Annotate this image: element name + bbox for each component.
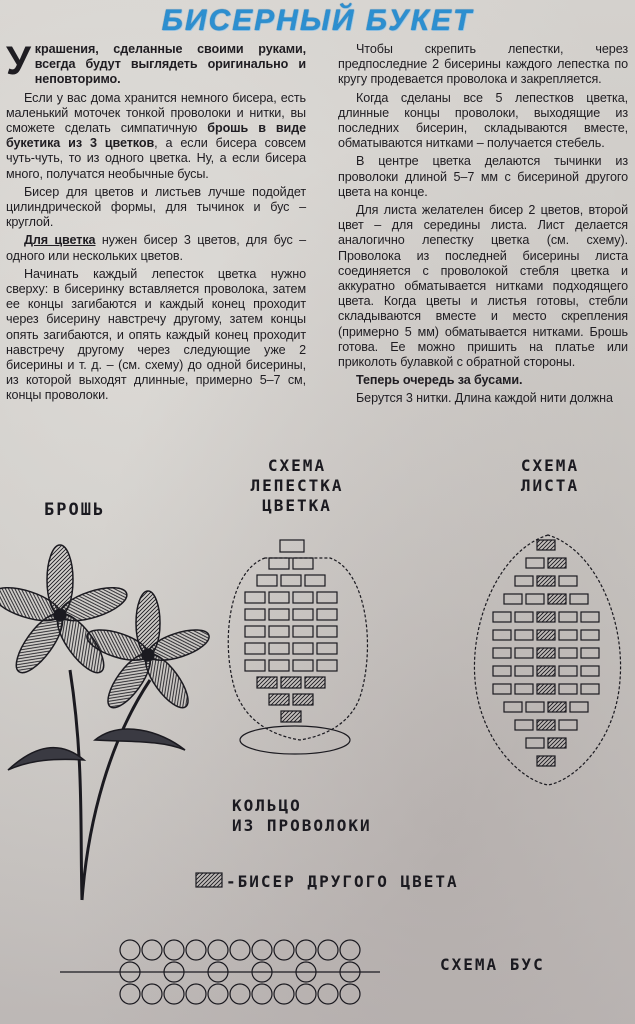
leaf-bead — [581, 648, 599, 658]
necklace-bead — [340, 984, 360, 1004]
leaf-bead — [548, 594, 566, 604]
leaf-left — [8, 748, 84, 770]
leaf-bead-rows — [493, 540, 599, 766]
leaf-bead — [559, 684, 577, 694]
leaf-bead — [537, 756, 555, 766]
flower-heading: Для цветка — [24, 233, 96, 248]
necklace-bead — [208, 940, 228, 960]
leaf-bead — [526, 702, 544, 712]
petal-bead — [245, 626, 265, 637]
leaf-scheme — [474, 535, 620, 785]
petal-bead — [257, 677, 277, 688]
necklace-bead — [186, 984, 206, 1004]
label-scheme-beads: СХЕМА БУС — [440, 955, 545, 974]
leaf-bead — [537, 648, 555, 658]
label-scheme-petal: СХЕМА ЛЕПЕСТКА ЦВЕТКА — [250, 456, 344, 515]
diagram-area — [0, 440, 635, 1024]
petal-bead — [269, 626, 289, 637]
necklace-bead — [296, 940, 316, 960]
necklace-bead — [296, 984, 316, 1004]
other-color-swatch — [196, 873, 222, 887]
intro-text-bold: брошь в виде букетика из 3 цветков — [6, 121, 306, 151]
petal-bead — [269, 694, 289, 705]
flower-text: нужен бисер 3 цветов, для бус – одного или нескольких цветов. — [6, 233, 307, 263]
leaf-bead — [493, 666, 511, 676]
petal-bead — [317, 592, 337, 603]
leaf-bead — [537, 720, 555, 730]
paragraph-threads: Берутся 3 нитки. Длина каждой нити должна — [356, 391, 613, 406]
leaf-bead — [570, 702, 588, 712]
leaf-bead — [548, 702, 566, 712]
necklace-bead — [120, 984, 140, 1004]
leaf-bead — [515, 648, 533, 658]
bead-necklace-scheme — [60, 940, 380, 1004]
petal-bead — [293, 660, 313, 671]
label-wire-ring: КОЛЬЦО ИЗ ПРОВОЛОКИ — [232, 796, 372, 835]
paragraph-intro — [6, 91, 306, 182]
necklace-bead — [318, 984, 338, 1004]
petal-bead — [281, 677, 301, 688]
necklace-bead — [120, 940, 140, 960]
leaf-bead — [493, 612, 511, 622]
petal-bead — [245, 660, 265, 671]
leaf-bead — [537, 630, 555, 640]
petal-bead — [293, 609, 313, 620]
leaf-bead — [559, 648, 577, 658]
leaf-right — [95, 729, 185, 750]
leaf-bead — [526, 558, 544, 568]
paragraph-beads: Бисер для цветов и листьев лучше подойдет цилиндрической формы, для тычинок и бус – круглой. — [6, 184, 306, 230]
petal-bead — [317, 626, 337, 637]
leaf-bead — [581, 666, 599, 676]
paragraph-stamens: В центре цветка делаются тычинки из проволоки длиной 5–7 мм с бисериной другого цвета на конце. — [338, 154, 628, 199]
petal-bead — [293, 558, 313, 569]
leaf-bead — [493, 684, 511, 694]
necklace-bead — [230, 940, 250, 960]
brooch-drawing — [0, 545, 213, 900]
petal-bead — [293, 626, 313, 637]
petal-bead — [269, 558, 289, 569]
leaf-bead — [515, 612, 533, 622]
drop-cap: У — [6, 39, 31, 83]
necklace-bead — [252, 984, 272, 1004]
leaf-bead — [559, 666, 577, 676]
petal-bead — [269, 609, 289, 620]
petal-top-bead — [280, 540, 304, 552]
leaf-bead — [537, 540, 555, 550]
petal-bead — [281, 575, 301, 586]
leaf-bead — [526, 594, 544, 604]
leaf-bead — [493, 648, 511, 658]
paragraph-flower-beads — [6, 233, 306, 263]
leaf-bead — [504, 702, 522, 712]
leaf-bead — [537, 666, 555, 676]
leaf-bead — [559, 612, 577, 622]
petal-bead — [317, 609, 337, 620]
necklace-bead — [142, 940, 162, 960]
necklace-bead — [230, 984, 250, 1004]
necklace-bead — [274, 940, 294, 960]
petal-bead — [269, 592, 289, 603]
petal-bead — [257, 575, 277, 586]
leaf-bead — [537, 612, 555, 622]
label-scheme-leaf: СХЕМА ЛИСТА — [520, 456, 580, 495]
petal-bead — [245, 592, 265, 603]
leaf-bead — [493, 630, 511, 640]
lead-paragraph — [6, 39, 306, 88]
petal-bead — [317, 643, 337, 654]
petal-bead — [269, 643, 289, 654]
paragraph-beads-turn: Теперь очередь за бусами. — [356, 373, 523, 388]
leaf-bead — [515, 576, 533, 586]
necklace-bead — [164, 984, 184, 1004]
petal-bead-rows — [245, 558, 337, 722]
leaf-bead — [581, 684, 599, 694]
petal-bead — [281, 711, 301, 722]
leaf-bead — [559, 576, 577, 586]
intro-text-a: Если у вас дома хранится немного бисера, есть маленький моточек тонкой проволоки и нитки, вы сможете сделать симпатичную — [6, 90, 306, 136]
necklace-bead — [252, 940, 272, 960]
stem-left — [70, 670, 82, 900]
leaf-bead — [581, 630, 599, 640]
paragraph-leaf: Для листа желателен бисер 2 цветов, второй цвет – для середины листа. Лист делается аналогично лепестку цветка (см. схему). Проволока из последней бисерины листа соединяется с проволокой стебля цветка и аккуратно обматывается нитками подходящего цвета. Когда цветы и листья готовы, стебли складываются вместе и место скрепления (примерно 5 мм) обматывается нитками. Брошь готова. Ее можно пришить на платье или приколоть булавкой с обратной стороны. — [338, 203, 628, 370]
necklace-bead — [186, 940, 206, 960]
leaf-bead — [570, 594, 588, 604]
leaf-bead — [548, 738, 566, 748]
label-other-color: -БИСЕР ДРУГОГО ЦВЕТА — [226, 872, 459, 891]
petal-bead — [245, 609, 265, 620]
petal-bead — [293, 694, 313, 705]
leaf-bead — [537, 684, 555, 694]
paragraph-stem: Когда сделаны все 5 лепестков цветка, длинные концы проволоки, выходящие из последних бисерин, складываются вместе, обматываются нитками – получается стебель. — [338, 90, 628, 151]
petal-bead — [305, 575, 325, 586]
petal-bead — [269, 660, 289, 671]
necklace-bead — [318, 940, 338, 960]
lead-text: крашения, сделанные своими руками, всегда будут выглядеть оригинально и неповторимо. — [34, 42, 306, 87]
petal-bead — [317, 660, 337, 671]
necklace-bead — [164, 940, 184, 960]
leaf-bead — [515, 684, 533, 694]
necklace-bead — [274, 984, 294, 1004]
wire-ring-shape — [240, 726, 350, 754]
leaf-bead — [515, 630, 533, 640]
necklace-bead — [142, 984, 162, 1004]
paragraph-petal-steps: Начинать каждый лепесток цветка нужно сверху: в бисеринку вставляется проволока, затем ее концы загибаются и каждый конец проходит через бисерину навстречу другому, затем концы опять загибаются, и опять каждый конец проходит навстречу другому через следующие уже 2 бисерины и т. д. – (см. схему) до одной бисерины, из которой выходят длинные, примерно 5–7 см, концы проволоки. — [6, 266, 306, 403]
leaf-bead — [559, 720, 577, 730]
petal-bead — [305, 677, 325, 688]
leaf-bead — [515, 720, 533, 730]
stem-right — [82, 680, 150, 900]
leaf-bead — [581, 612, 599, 622]
leaf-bead — [504, 594, 522, 604]
leaf-bead — [515, 666, 533, 676]
label-brooch: БРОШЬ — [44, 500, 106, 520]
flower-left — [0, 545, 131, 679]
petal-bead — [293, 643, 313, 654]
paragraph-fasten: Чтобы скрепить лепестки, через предпоследние 2 бисерины каждого лепестка по кругу продевается проволока и закрепляется. — [338, 42, 628, 87]
petal-bead — [293, 592, 313, 603]
leaf-bead — [537, 576, 555, 586]
left-column — [6, 39, 307, 407]
leaf-bead — [548, 558, 566, 568]
petal-scheme — [228, 540, 367, 754]
leaf-bead — [559, 630, 577, 640]
petal-bead — [245, 643, 265, 654]
article-title: БИСЕРНЫЙ БУКЕТ — [161, 4, 474, 37]
leaf-bead — [526, 738, 544, 748]
right-column — [338, 42, 628, 410]
necklace-bead — [340, 940, 360, 960]
intro-text-c: , а если бисера совсем чуть-чуть, то из одного цветка. Ну, а если бисера много, получатся необычные бусы. — [6, 136, 306, 181]
necklace-bead — [208, 984, 228, 1004]
